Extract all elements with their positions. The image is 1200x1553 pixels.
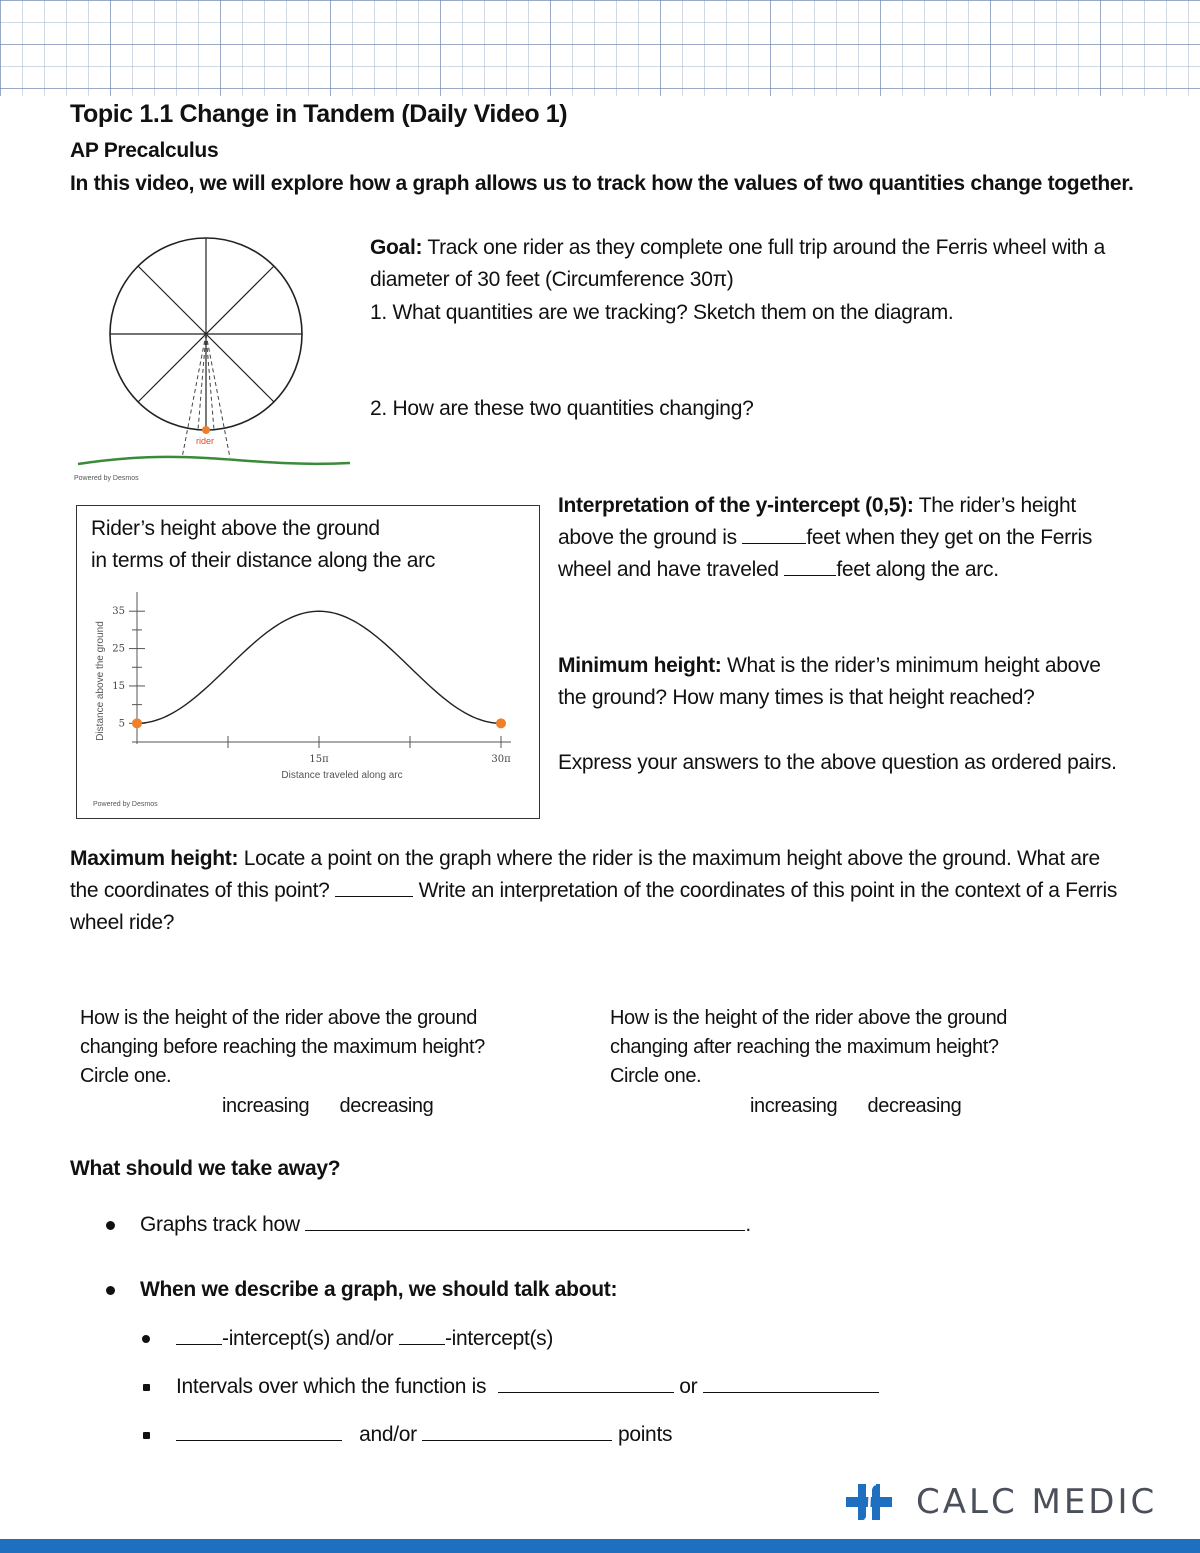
bullet-2: [106, 1286, 115, 1295]
blank-distance[interactable]: [784, 574, 836, 576]
y-axis-label: Distance above the ground: [95, 621, 106, 741]
rider-label: rider: [196, 436, 215, 446]
x-tick-label: 15π: [309, 754, 329, 765]
sub-bullet-1: [142, 1335, 150, 1343]
blank-intercept-a[interactable]: [176, 1343, 222, 1345]
y-intercept-text-c: feet along the arc.: [836, 558, 999, 581]
blank-interval-b[interactable]: [703, 1391, 879, 1393]
sub-bullet-3: [143, 1432, 150, 1439]
goal-text: Track one rider as they complete one full trip around the Ferris wheel with a diameter of 30 feet (Circumference 30π): [370, 236, 1105, 291]
takeaway-sub-3-and: and/or: [359, 1423, 417, 1446]
before-line3: Circle one.: [80, 1065, 172, 1087]
blank-points-b[interactable]: [422, 1439, 612, 1441]
page-title: Topic 1.1 Change in Tandem (Daily Video 1): [70, 100, 568, 128]
takeaway-sub-1-text: -intercept(s) and/or: [222, 1327, 394, 1350]
graph-desmos-credit: Powered by Desmos: [93, 801, 158, 808]
maximum-text-b: Write an interpretation of the coordinates of this point in the context of a Ferris wheel ride?: [70, 879, 1118, 934]
height-curve: [137, 611, 501, 723]
before-option-increasing[interactable]: increasing: [222, 1095, 310, 1117]
logo-text: CALC MEDIC: [916, 1482, 1158, 1522]
calc-medic-logo: [846, 1478, 1166, 1530]
before-max-question: [80, 1004, 485, 1091]
y-tick-label: 5: [118, 718, 125, 730]
after-option-increasing[interactable]: increasing: [750, 1095, 838, 1117]
goal-paragraph: [370, 232, 1130, 296]
takeaway-heading: What should we take away?: [70, 1157, 341, 1180]
takeaway-sub-1: [176, 1323, 553, 1355]
takeaway-item-1: [140, 1209, 751, 1241]
x-tick-label: 30π: [491, 754, 511, 765]
y-intercept-text-a: The rider’s height above the ground is: [558, 494, 1076, 549]
graph-title-line2: in terms of their distance along the arc: [91, 549, 436, 572]
after-line2: changing after reaching the maximum height?: [610, 1036, 999, 1058]
before-line2: changing before reaching the maximum height?: [80, 1036, 485, 1058]
before-options: [222, 1092, 433, 1121]
blank-interval-a[interactable]: [498, 1391, 674, 1393]
minimum-ordered-pairs: Express your answers to the above question as ordered pairs.: [558, 751, 1117, 774]
course-name: AP Precalculus: [70, 139, 219, 162]
takeaway-sub-3: [176, 1419, 672, 1451]
ground-line: [78, 457, 350, 464]
blank-graphs-track[interactable]: [305, 1229, 745, 1231]
maximum-height-question: [70, 843, 1130, 939]
blank-points-a[interactable]: [176, 1439, 342, 1441]
bullet-1: [106, 1221, 115, 1230]
blank-intercept-b[interactable]: [399, 1343, 445, 1345]
takeaway-sub-1-end: -intercept(s): [444, 1327, 554, 1350]
rider-dot: [202, 426, 210, 434]
after-options: [750, 1092, 961, 1121]
takeaway-sub-2: [176, 1371, 879, 1403]
highlight-point: [496, 718, 506, 728]
medical-cross-icon: [846, 1478, 894, 1528]
after-line3: Circle one.: [610, 1065, 702, 1087]
question-2: 2. How are these two quantities changing?: [370, 397, 754, 420]
after-max-question: [610, 1004, 1007, 1091]
takeaway-item-2: When we describe a graph, we should talk about:: [140, 1278, 618, 1301]
before-option-decreasing[interactable]: decreasing: [339, 1095, 434, 1117]
desmos-credit: Powered by Desmos: [74, 475, 139, 482]
intro-text: In this video, we will explore how a graph allows us to track how the values of two quantities change together.: [70, 172, 1134, 195]
takeaway-item-1-text: Graphs track how: [140, 1213, 300, 1236]
goal-label: Goal:: [370, 236, 423, 259]
y-tick-label: 15: [112, 680, 125, 692]
after-line1: How is the height of the rider above the ground: [610, 1007, 1008, 1029]
blank-height[interactable]: [742, 542, 806, 544]
sub-bullet-2: [143, 1384, 150, 1391]
graph-title-line1: Rider’s height above the ground: [91, 517, 380, 540]
minimum-text: What is the rider’s minimum height above the ground? How many times is that height reached?: [558, 654, 1101, 709]
footer-bar: [0, 1539, 1200, 1553]
y-intercept-text-b: feet when they get on the Ferris wheel and have traveled: [558, 526, 1093, 581]
height-vs-distance-chart: [77, 578, 537, 816]
takeaway-sub-3-end: points: [617, 1423, 673, 1446]
y-intercept-interpretation: [558, 490, 1128, 586]
graph-panel: [76, 505, 540, 819]
graph-paper-header: [0, 0, 1200, 96]
y-tick-label: 35: [112, 606, 125, 618]
x-axis-label: Distance traveled along arc: [281, 770, 403, 781]
takeaway-sub-2-or: or: [679, 1375, 698, 1398]
after-option-decreasing[interactable]: decreasing: [867, 1095, 962, 1117]
maximum-text-a: Locate a point on the graph where the rider is the maximum height above the ground. What are the coordinates of this point?: [70, 847, 1100, 902]
maximum-label: Maximum height:: [70, 847, 239, 870]
blank-max-coordinates[interactable]: [335, 895, 413, 897]
y-tick-label: 25: [112, 643, 125, 655]
takeaway-sub-2-text: Intervals over which the function is: [176, 1375, 487, 1398]
question-1: 1. What quantities are we tracking? Sketch them on the diagram.: [370, 301, 954, 324]
before-line1: How is the height of the rider above the ground: [80, 1007, 478, 1029]
minimum-label: Minimum height:: [558, 654, 722, 677]
takeaway-item-1-period: .: [745, 1213, 751, 1236]
y-intercept-label: Interpretation of the y-intercept (0,5):: [558, 494, 914, 517]
highlight-point: [132, 718, 142, 728]
ferris-wheel-diagram: [70, 230, 360, 490]
minimum-height-question: [558, 650, 1128, 714]
